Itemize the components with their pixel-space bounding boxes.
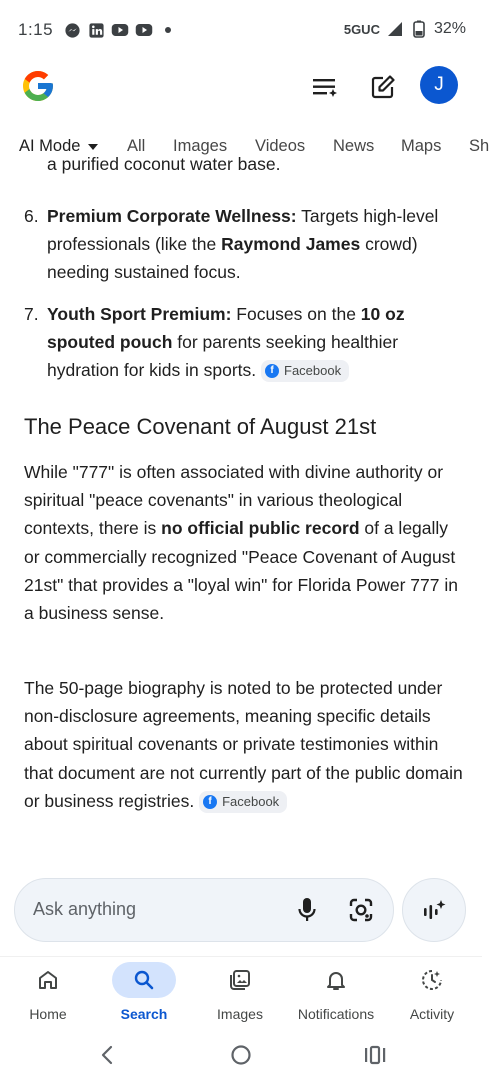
nav-home[interactable]	[0, 962, 96, 1028]
nav-images-label: Images	[217, 1006, 263, 1022]
divider	[0, 956, 482, 957]
youtube-icon	[135, 21, 153, 39]
home-icon	[36, 968, 60, 992]
source-chip-label: Facebook	[222, 794, 280, 810]
activity-icon	[420, 968, 444, 992]
source-chip-label: Facebook	[284, 363, 342, 379]
paragraph-text: While "777" is often associated with divine authority or spiritual "peace covenants" in various theological contexts, there is	[24, 462, 444, 539]
list-item-highlight: Raymond James	[221, 234, 361, 254]
list-item-text: crowd) needing sustained focus.	[47, 234, 418, 282]
tab-maps[interactable]: Maps	[401, 137, 442, 155]
nav-notifications-pill	[304, 962, 368, 998]
tab-shopping[interactable]: Sh	[469, 137, 489, 155]
ai-response-content	[0, 154, 482, 864]
home-circle-icon[interactable]	[226, 1040, 256, 1070]
bell-icon	[324, 968, 348, 992]
images-icon	[228, 968, 252, 992]
cut-off-text: a purified coconut water base.	[47, 154, 281, 174]
microphone-icon[interactable]	[293, 896, 321, 924]
status-bar	[0, 0, 482, 60]
list-item-highlight: 10 oz spouted pouch	[47, 304, 405, 352]
new-chat-edit-icon[interactable]	[368, 72, 398, 102]
nav-home-label: Home	[29, 1006, 67, 1022]
google-logo-icon[interactable]	[20, 68, 56, 104]
list-number: 7.	[24, 304, 39, 324]
ai-voice-mode-button[interactable]	[402, 878, 466, 942]
search-icon	[132, 968, 156, 992]
nav-notifications[interactable]	[288, 962, 384, 1028]
tab-ai-mode-label: AI Mode	[19, 137, 81, 155]
nav-activity-pill	[400, 962, 464, 998]
messenger-icon	[63, 21, 81, 39]
back-icon[interactable]	[92, 1040, 122, 1070]
tab-images[interactable]: Images	[173, 137, 228, 155]
tab-videos[interactable]: Videos	[255, 137, 306, 155]
top-bar	[0, 62, 482, 114]
section-heading: The Peace Covenant of August 21st	[24, 414, 377, 439]
list-number: 6.	[24, 206, 39, 226]
linkedin-icon	[87, 21, 105, 39]
system-navigation-bar	[0, 1034, 482, 1080]
list-item-text: Focuses on the	[231, 304, 361, 324]
battery-percent: 32%	[433, 20, 466, 37]
nav-search-label: Search	[120, 1006, 168, 1022]
facebook-icon: f	[203, 795, 217, 809]
lens-camera-icon[interactable]	[347, 896, 375, 924]
nav-activity[interactable]	[384, 962, 480, 1028]
source-chip-facebook[interactable]	[199, 791, 287, 813]
paragraph-highlight: no official public record	[161, 518, 360, 539]
nav-search[interactable]	[96, 962, 192, 1028]
ask-input-placeholder[interactable]: Ask anything	[33, 899, 137, 919]
recent-apps-icon[interactable]	[360, 1040, 390, 1070]
nav-activity-label: Activity	[409, 1006, 455, 1022]
ai-sparkle-bars-icon	[421, 897, 447, 923]
nav-home-pill	[16, 962, 80, 998]
status-time: 1:15	[18, 20, 54, 39]
ai-history-icon[interactable]	[310, 72, 340, 102]
chevron-down-icon	[88, 144, 98, 150]
battery-icon	[410, 20, 428, 38]
account-avatar[interactable]	[420, 66, 458, 104]
list-item	[24, 202, 444, 286]
nav-search-pill	[112, 962, 176, 998]
signal-icon	[386, 20, 404, 38]
nav-notifications-label: Notifications	[297, 1006, 375, 1022]
paragraph	[24, 674, 464, 815]
facebook-icon: f	[265, 364, 279, 378]
list-item-title: Premium Corporate Wellness:	[47, 206, 297, 226]
paragraph	[24, 458, 464, 627]
paragraph-text: of a legally or commercially recognized "Peace Covenant of August 21st" that provides a "loyal win" for Florida Power 777 in a business sense.	[24, 518, 458, 624]
avatar-initial: J	[434, 74, 444, 95]
tab-all[interactable]: All	[127, 137, 146, 155]
network-type: 5GUC	[343, 21, 380, 37]
more-notifications-dot-icon	[159, 21, 177, 39]
youtube-icon	[111, 21, 129, 39]
list-item-text: Targets high-level professionals (like the	[47, 206, 439, 254]
list-item-text: for parents seeking healthier hydration for kids in sports.	[47, 332, 399, 380]
list-item-title: Youth Sport Premium:	[47, 304, 232, 324]
ask-input-bar[interactable]	[14, 878, 394, 942]
nav-images[interactable]	[192, 962, 288, 1028]
source-chip-facebook[interactable]	[261, 360, 349, 382]
list-item	[24, 300, 444, 384]
nav-images-pill	[208, 962, 272, 998]
tab-news[interactable]: News	[333, 137, 375, 155]
paragraph-text: The 50-page biography is noted to be protected under non-disclosure agreements, meaning specific details about spiritual covenants or private testimonies within that document are not currently part of the public domain or business registries.	[24, 678, 463, 811]
